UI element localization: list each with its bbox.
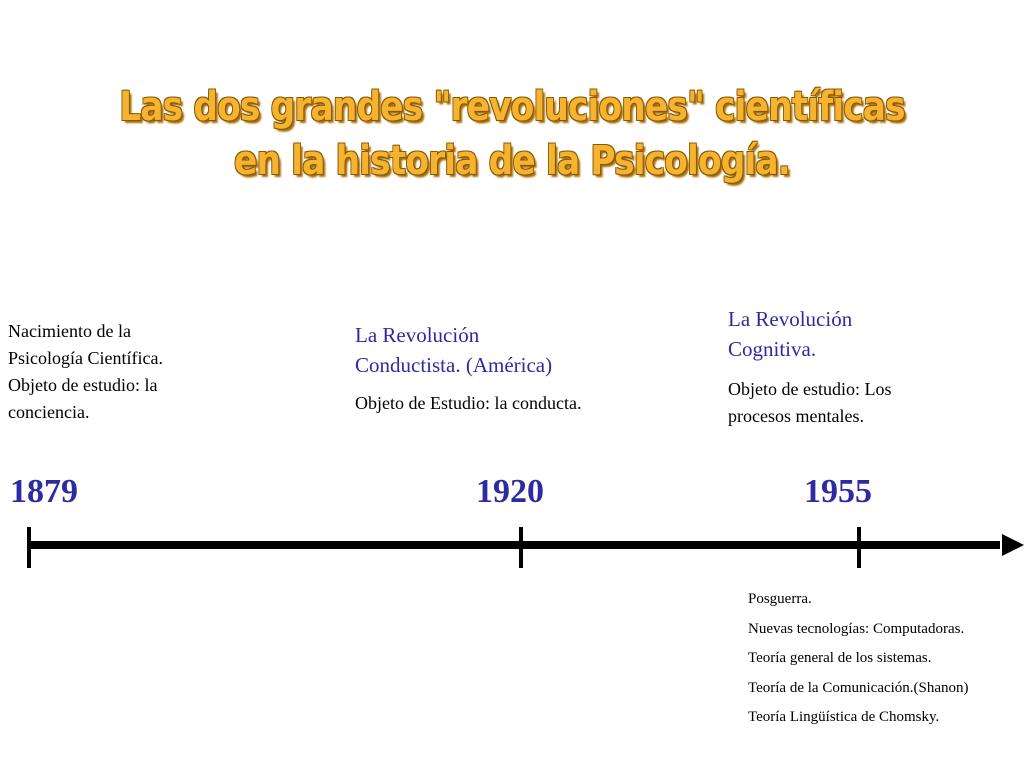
- year-label-1955: 1955: [804, 473, 872, 510]
- era-1955-object: [728, 376, 1008, 430]
- slide-title: [72, 80, 953, 188]
- era-1920-object: Objeto de Estudio: la conducta.: [355, 393, 582, 413]
- list-item: Nuevas tecnologías: Computadoras.: [748, 620, 965, 637]
- arrow-right-icon: [1002, 534, 1024, 556]
- era-1955-heading-line: Cognitiva.: [728, 337, 817, 361]
- era-1955-context-list: [748, 585, 1018, 733]
- era-1955-object-line: Objeto de estudio: Los: [728, 379, 892, 399]
- era-1955-object-line: procesos mentales.: [728, 406, 864, 426]
- era-1879-line: Objeto de estudio: la: [8, 375, 158, 395]
- era-1879-line: Psicología Científica.: [8, 348, 163, 368]
- era-1920-heading: [355, 320, 665, 380]
- era-1955-heading: [728, 304, 1008, 364]
- list-item: Teoría Lingüística de Chomsky.: [748, 709, 940, 725]
- era-1879-line: conciencia.: [8, 402, 90, 422]
- era-1920-description: [355, 320, 665, 417]
- era-1920-heading-line: La Revolución: [355, 323, 480, 347]
- timeline-axis: [0, 520, 1024, 580]
- slide-title-line-1: Las dos grandes "revoluciones" científicas: [119, 84, 905, 130]
- year-label-1879: 1879: [10, 473, 78, 510]
- list-item: Teoría general de los sistemas.: [748, 650, 932, 666]
- list-item: Teoría de la Comunicación.(Shanon): [748, 679, 969, 696]
- slide-title-line-2: en la historia de la Psicología.: [234, 138, 790, 184]
- era-1920-heading-line: Conductista. (América): [355, 353, 553, 377]
- era-1955-heading-line: La Revolución: [728, 307, 853, 331]
- year-label-1920: 1920: [476, 473, 544, 510]
- era-1879-line: Nacimiento de la: [8, 321, 131, 341]
- era-1879-description: [8, 318, 228, 426]
- era-1955-description: [728, 304, 1008, 430]
- list-item: Posguerra.: [748, 591, 812, 607]
